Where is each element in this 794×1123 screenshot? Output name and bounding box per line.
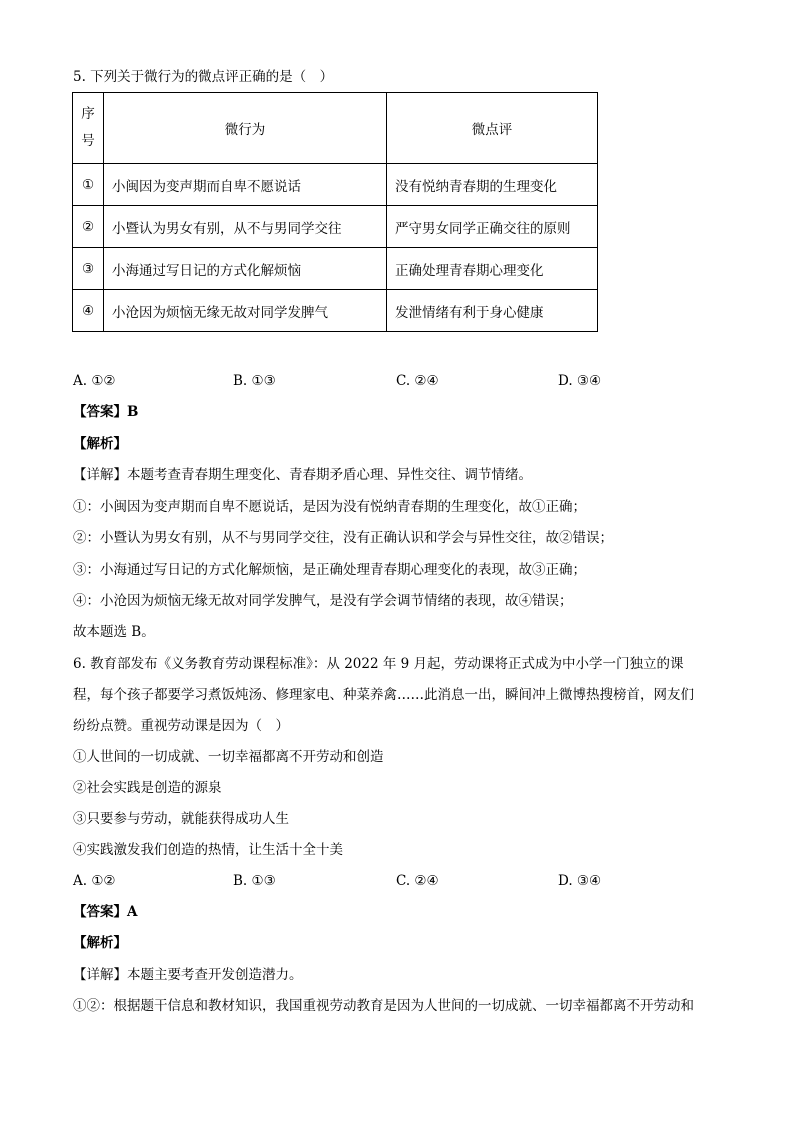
row-comment: 正确处理青春期心理变化 [387,248,598,290]
header-comment: 微点评 [387,93,598,164]
row-num: ④ [73,290,104,332]
q6-last-line: ①②：根据题干信息和教材知识，我国重视劳动教育是因为人世间的一切成就、一切幸福都离不开劳动和 [73,998,694,1014]
option-b: B. ①③ [233,873,276,889]
row-num: ① [73,164,104,206]
row-num: ② [73,206,104,248]
q5-point-4: ④：小沧因为烦恼无缘无故对同学发脾气，是没有学会调节情绪的表现，故④错误； [73,593,573,609]
option-b: B. ①③ [233,373,276,389]
option-a: A. ①② [73,373,116,389]
option-a: A. ①② [73,873,116,889]
row-comment: 严守男女同学正确交往的原则 [387,206,598,248]
row-comment: 没有悦纳青春期的生理变化 [387,164,598,206]
q5-table [72,92,598,332]
q5-point-1: ①：小闽因为变声期而自卑不愿说话，是因为没有悦纳青春期的生理变化，故①正确； [73,499,586,515]
option-d: D. ③④ [558,373,602,389]
table-row [73,248,598,290]
q6-analysis-label: 【解析】 [73,935,127,951]
q5-table-header [73,93,598,164]
q6-statement-4: ④实践激发我们创造的热情，让生活十全十美 [73,842,343,858]
q6-stem-line-1: 6. 教育部发布《义务教育劳动课程标准》：从 2022 年 9 月起，劳动课将正式成为中小学一门独立的课 [73,656,684,672]
header-serial [73,93,104,164]
q6-statement-1: ①人世间的一切成就、一切幸福都离不开劳动和创造 [73,749,384,765]
row-behavior: 小沧因为烦恼无缘无故对同学发脾气 [104,290,387,332]
q5-point-3: ③：小海通过写日记的方式化解烦恼，是正确处理青春期心理变化的表现，故③正确； [73,562,586,578]
row-comment: 发泄情绪有利于身心健康 [387,290,598,332]
q6-statement-3: ③只要参与劳动，就能获得成功人生 [73,811,289,827]
q5-analysis-label: 【解析】 [73,436,127,452]
row-behavior: 小海通过写日记的方式化解烦恼 [104,248,387,290]
q6-statement-2: ②社会实践是创造的源泉 [73,780,222,796]
row-num: ③ [73,248,104,290]
table-row [73,164,598,206]
q6-detail: 【详解】本题主要考查开发创造潜力。 [73,967,303,983]
q5-point-2: ②：小暨认为男女有别，从不与男同学交往，没有正确认识和学会与异性交往，故②错误； [73,530,613,546]
row-behavior: 小暨认为男女有别，从不与男同学交往 [104,206,387,248]
option-c: C. ②④ [396,873,439,889]
table-row [73,290,598,332]
row-behavior: 小闽因为变声期而自卑不愿说话 [104,164,387,206]
option-c: C. ②④ [396,373,439,389]
q5-answer: 【答案】B [73,404,139,420]
q6-stem-line-3: 纷纷点赞。重视劳动课是因为（ ） [73,718,289,734]
option-d: D. ③④ [558,873,602,889]
q6-stem-line-2: 程，每个孩子都要学习煮饭炖汤、修理家电、种菜养禽……此消息一出，瞬间冲上微博热搜榜首，网友们 [73,687,694,703]
header-serial-char-1: 序 [81,106,95,122]
q5-stem: 5. 下列关于微行为的微点评正确的是（ ） [73,69,334,85]
table-row [73,206,598,248]
q5-conclusion: 故本题选 B。 [73,624,155,640]
header-serial-char-2: 号 [81,133,95,149]
header-behavior: 微行为 [104,93,387,164]
q5-detail: 【详解】本题考查青春期生理变化、青春期矛盾心理、异性交往、调节情绪。 [73,467,532,483]
q6-answer: 【答案】A [73,904,138,920]
